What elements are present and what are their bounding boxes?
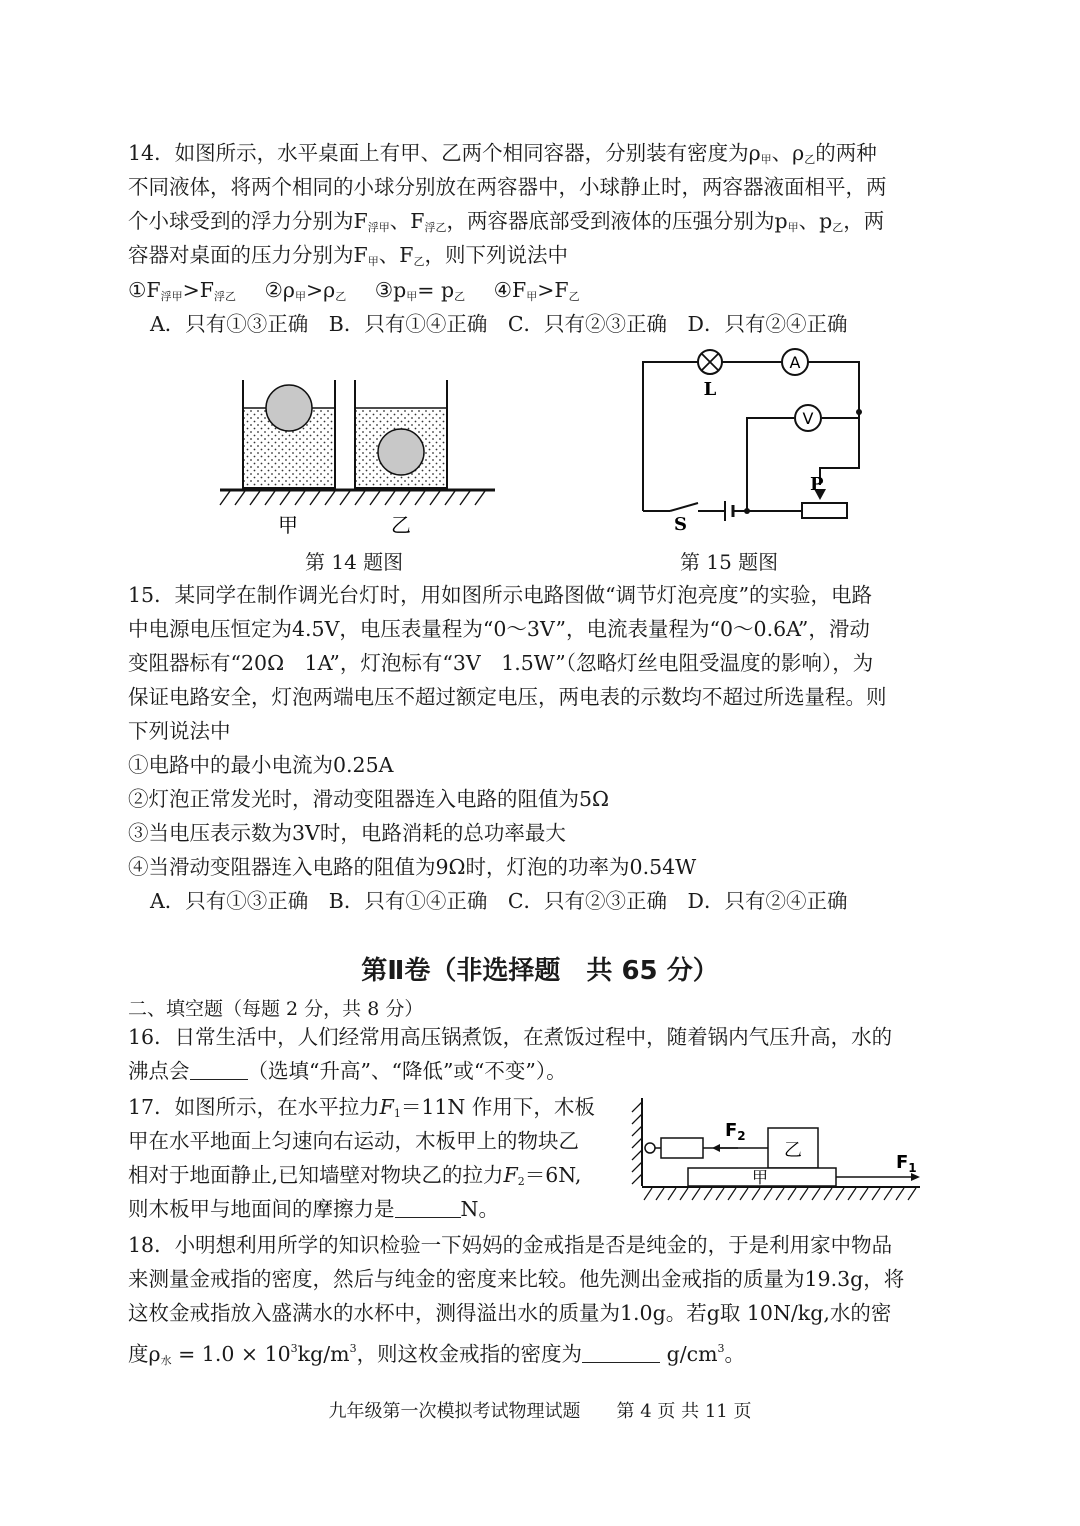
q15-line-4: 保证电路安全，灯泡两端电压不超过额定电压，两电表的示数均不超过所选量程。则: [128, 685, 887, 709]
q16-blank[interactable]: [190, 1059, 248, 1080]
f2-label: $F_2$: [725, 1120, 746, 1143]
q18-line-4: 度$\rho_水 = 1.0 \times 10^3kg/m^3$，则这枚金戒指的密度为 $g/cm^3$。: [128, 1342, 746, 1367]
q17-line-1: 17．如图所示，在水平拉力$F_1=11N$ 作用下，木板: [128, 1095, 595, 1120]
q15-options: A．只有①③正确 B．只有①④正确 C．只有②③正确 D．只有②④正确: [150, 889, 848, 913]
q15-statement-3: ③当电压表示数为3V时，电路消耗的总功率最大: [128, 821, 566, 845]
q14-statement-1: $①F_{浮甲}>F_{浮乙}$: [128, 278, 237, 303]
q14-statement-2: $②\rho_甲>\rho_乙$: [264, 278, 347, 303]
ball-jia: [266, 385, 312, 431]
q14-line-3: 个小球受到的浮力分别为$F_{浮甲}$、$F_{浮乙}$，两容器底部受到液体的压强分别为$p_甲$、$p_乙$，两: [128, 209, 885, 234]
label-yi: 乙: [391, 513, 411, 537]
q17-figure: [628, 1098, 928, 1208]
q14-options: A．只有①③正确 B．只有①④正确 C．只有②③正确 D．只有②④正确: [150, 312, 848, 336]
q15-line-3: 变阻器标有“20Ω 1A”，灯泡标有“3V 1.5W”（忽略灯丝电阻受温度的影响），为: [128, 651, 874, 675]
q14-line-4: 容器对桌面的压力分别为$F_甲$、$F_乙$，则下列说法中: [128, 243, 568, 268]
container-jia: [243, 380, 335, 488]
q17-line-4: 则木板甲与地面间的摩擦力是 N。: [128, 1197, 499, 1221]
lamp-label: L: [703, 379, 717, 400]
board-jia-label: 甲: [751, 1168, 769, 1187]
q18-line-3: 这枚金戒指放入盛满水的水杯中，测得溢出水的质量为1.0g。若g取 10N/kg,水的密: [128, 1301, 892, 1325]
q15-statement-1: ①电路中的最小电流为0.25A: [128, 753, 394, 777]
page-footer: 九年级第一次模拟考试物理试题 第 4 页 共 11 页: [328, 1401, 752, 1422]
q18-blank[interactable]: [582, 1342, 660, 1363]
lamp-icon: [698, 350, 722, 374]
f1-label: $F_1$: [896, 1152, 917, 1175]
q14-statements: [128, 275, 580, 312]
q14-line-1: 14．如图所示，水平桌面上有甲、乙两个相同容器，分别装有密度为$\rho_甲$、$\rho_乙$的两种: [128, 141, 877, 166]
slider-label: P: [810, 474, 824, 495]
q15-line-2: 中电源电压恒定为4.5V，电压表量程为“0～3V”，电流表量程为“0～0.6A”，滑动: [128, 617, 870, 641]
q15-figure: [630, 340, 880, 540]
table-surface: [220, 490, 495, 505]
container-yi: [355, 380, 447, 488]
q14-line-2: 不同液体，将两个相同的小球分别放在两容器中，小球静止时，两容器液面相平，两: [128, 175, 887, 199]
q17-blank[interactable]: [395, 1197, 461, 1218]
spring-scale: [661, 1138, 703, 1158]
q16-line-2: 沸点会 （选填“升高”、“降低”或“不变”）。: [128, 1059, 567, 1083]
ammeter-icon: [782, 349, 808, 375]
q18-line-2: 来测量金戒指的密度，然后与纯金的密度来比较。他先测出金戒指的质量为19.3g，将: [128, 1267, 905, 1291]
q15-line-5: 下列说法中: [128, 719, 231, 743]
q15-statement-4: ④当滑动变阻器连入电路的阻值为9Ω时，灯泡的功率为0.54W: [128, 855, 697, 879]
ball-yi: [378, 429, 424, 475]
block-yi-label: 乙: [784, 1140, 802, 1161]
ammeter-label: A: [789, 353, 801, 372]
q18-line-1: 18．小明想利用所学的知识检验一下妈妈的金戒指是否是纯金的，于是利用家中物品: [128, 1233, 893, 1257]
q14-statement-3: $③p_甲= p_乙$: [374, 278, 466, 303]
section-subtitle: 二、填空题（每题 2 分，共 8 分）: [128, 998, 424, 1020]
q15-line-1: 15．某同学在制作调光台灯时，用如图所示电路图做“调节灯泡亮度”的实验，电路: [128, 583, 873, 607]
label-jia: 甲: [278, 513, 298, 537]
voltmeter-icon: [795, 405, 821, 431]
q15-statement-2: ②灯泡正常发光时，滑动变阻器连入电路的阻值为5Ω: [128, 787, 610, 811]
section-title: 第Ⅱ卷（非选择题 共 65 分）: [361, 956, 719, 986]
rheostat: [802, 503, 847, 518]
q14-figure: [200, 360, 510, 545]
q15-caption: 第 15 题图: [680, 550, 779, 574]
q14-statement-4: $④F_甲>F_乙$: [493, 278, 580, 303]
switch-label: S: [674, 514, 687, 535]
q17-line-2: 甲在水平地面上匀速向右运动，木板甲上的物块乙: [128, 1129, 579, 1153]
voltmeter-label: V: [802, 409, 814, 428]
q17-line-3: 相对于地面静止,已知墙壁对物块乙的拉力$F_2=6N$,: [128, 1163, 582, 1188]
q14-caption: 第 14 题图: [305, 550, 404, 574]
q16-line-1: 16．日常生活中，人们经常用高压锅煮饭，在煮饭过程中，随着锅内气压升高，水的: [128, 1025, 893, 1049]
